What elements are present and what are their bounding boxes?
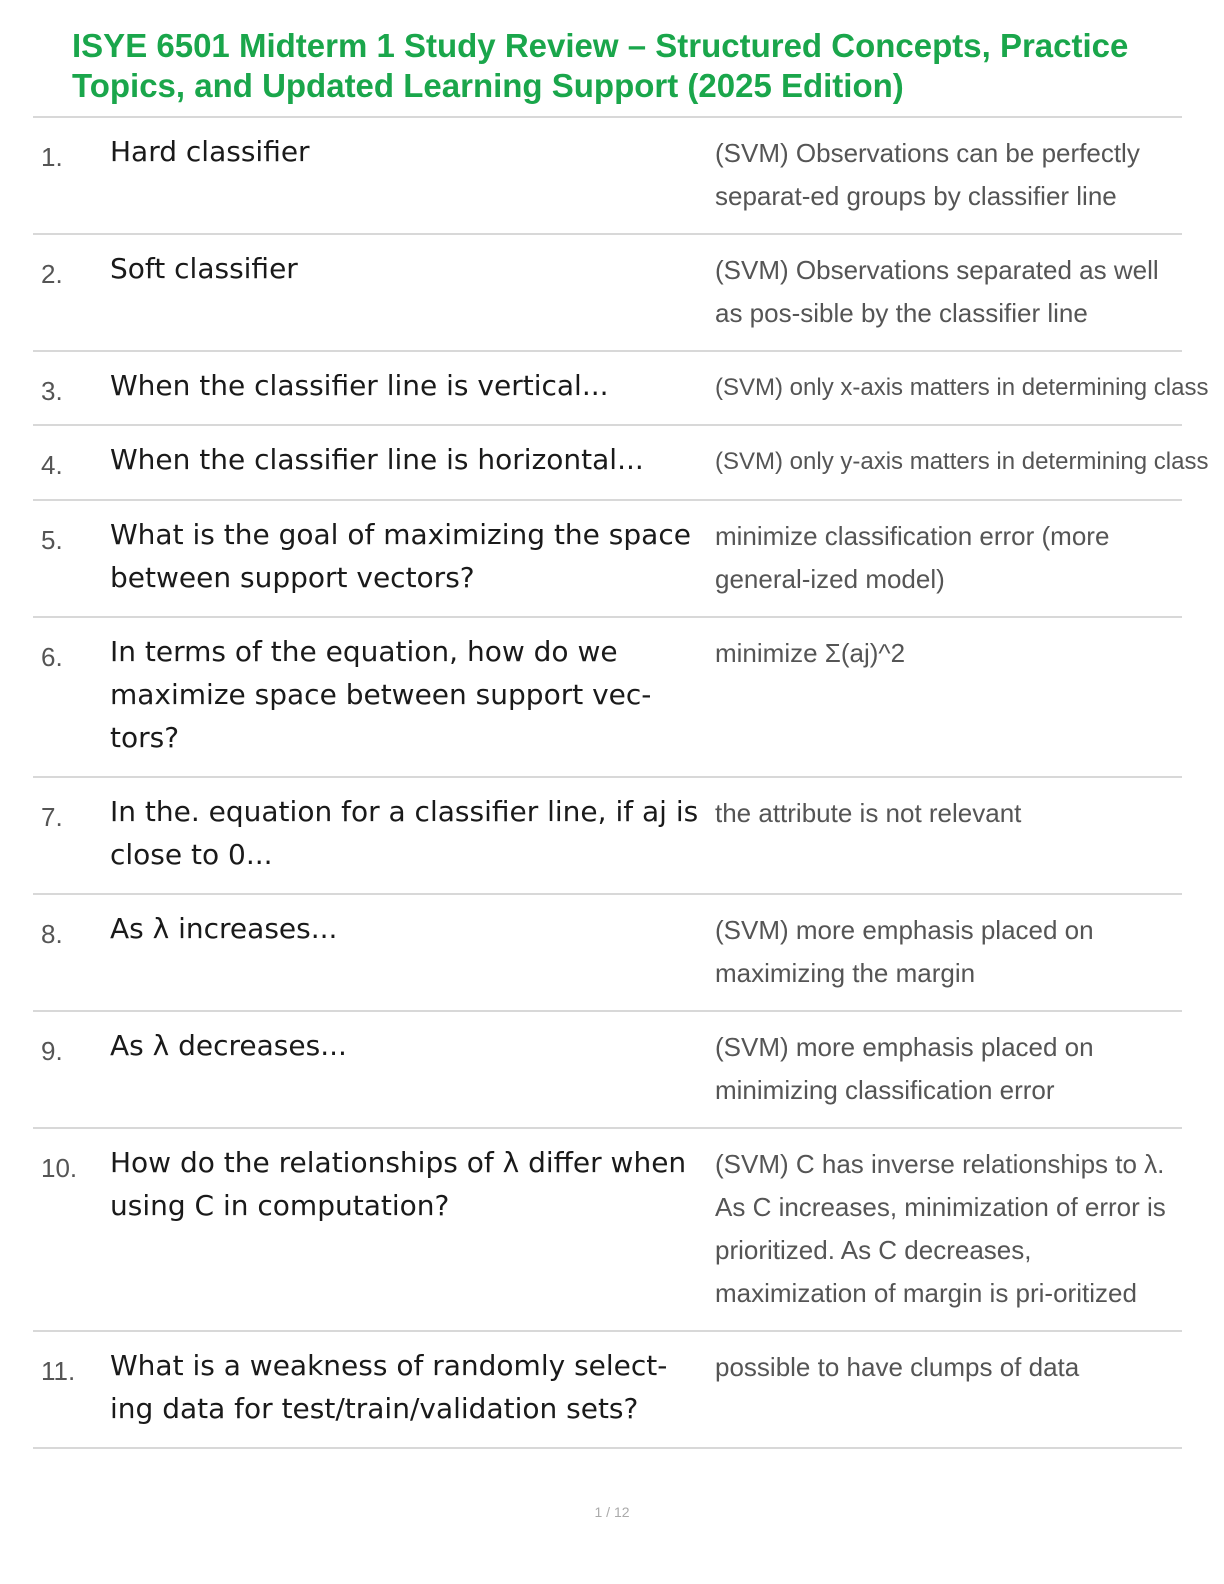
- card-definition: (SVM) more emphasis placed on maximizing the margin: [715, 915, 1094, 988]
- card-term: When the classifier line is horizontal...: [110, 443, 644, 476]
- card-definition: (SVM) C has inverse relationships to λ. As C increases, minimization of error is prioritized. As C decreases, maximization of margin is pri-oritized: [715, 1149, 1166, 1308]
- document-title: ISYE 6501 Midterm 1 Study Review – Structured Concepts, Practice Topics, and Updated Learning Support (2025 Edition): [72, 27, 1129, 104]
- flashcard-row: [33, 1332, 1182, 1449]
- card-number: 6.: [41, 642, 63, 672]
- card-number: 8.: [41, 919, 63, 949]
- card-number: 4.: [41, 450, 63, 480]
- card-term: In the. equation for a classifier line, if aj is close to 0...: [110, 795, 699, 871]
- flashcard-list: [33, 116, 1209, 1449]
- flashcard-row: [33, 118, 1182, 235]
- page-number: 1 / 12: [594, 1504, 630, 1520]
- card-definition: minimize Σ(aj)^2: [715, 638, 906, 668]
- card-term: What is a weakness of randomly select-ing data for test/train/validation sets?: [110, 1349, 668, 1425]
- flashcard-row: [33, 895, 1182, 1012]
- flashcard-row: [33, 1129, 1182, 1332]
- card-definition: the attribute is not relevant: [715, 798, 1022, 828]
- card-number: 2.: [41, 259, 63, 289]
- card-number: 11.: [41, 1356, 76, 1386]
- card-definition: (SVM) Observations separated as well as pos-sible by the classifier line: [715, 255, 1159, 328]
- card-definition: minimize classification error (more general-ized model): [715, 521, 1110, 594]
- card-number: 1.: [41, 142, 63, 172]
- card-number: 10.: [41, 1153, 78, 1183]
- card-term: As λ increases...: [110, 912, 338, 945]
- card-definition: (SVM) Observations can be perfectly separat-ed groups by classifier line: [715, 138, 1140, 211]
- flashcard-row: [33, 618, 1182, 778]
- card-term: Hard classifier: [110, 135, 310, 168]
- card-term: When the classifier line is vertical...: [110, 369, 609, 402]
- card-term: As λ decreases...: [110, 1029, 347, 1062]
- card-number: 5.: [41, 525, 63, 555]
- flashcard-row: [33, 235, 1182, 352]
- card-definition: possible to have clumps of data: [715, 1352, 1080, 1382]
- flashcard-row: [33, 426, 1209, 501]
- card-term: In terms of the equation, how do we maximize space between support vec-tors?: [110, 635, 652, 754]
- card-definition: (SVM) only y-axis matters in determining class: [715, 448, 1209, 475]
- card-definition: (SVM) only x-axis matters in determining class: [715, 374, 1209, 401]
- flashcard-row: [33, 1012, 1182, 1129]
- card-term: How do the relationships of λ differ when using C in computation?: [110, 1146, 687, 1222]
- card-term: Soft classifier: [110, 252, 298, 285]
- flashcard-row: [33, 501, 1182, 618]
- card-term: What is the goal of maximizing the space between support vectors?: [110, 518, 691, 594]
- card-number: 9.: [41, 1036, 63, 1066]
- flashcard-row: [33, 352, 1209, 426]
- card-number: 7.: [41, 802, 63, 832]
- card-number: 3.: [41, 376, 63, 406]
- card-definition: (SVM) more emphasis placed on minimizing classification error: [715, 1032, 1094, 1105]
- flashcard-row: [33, 778, 1182, 895]
